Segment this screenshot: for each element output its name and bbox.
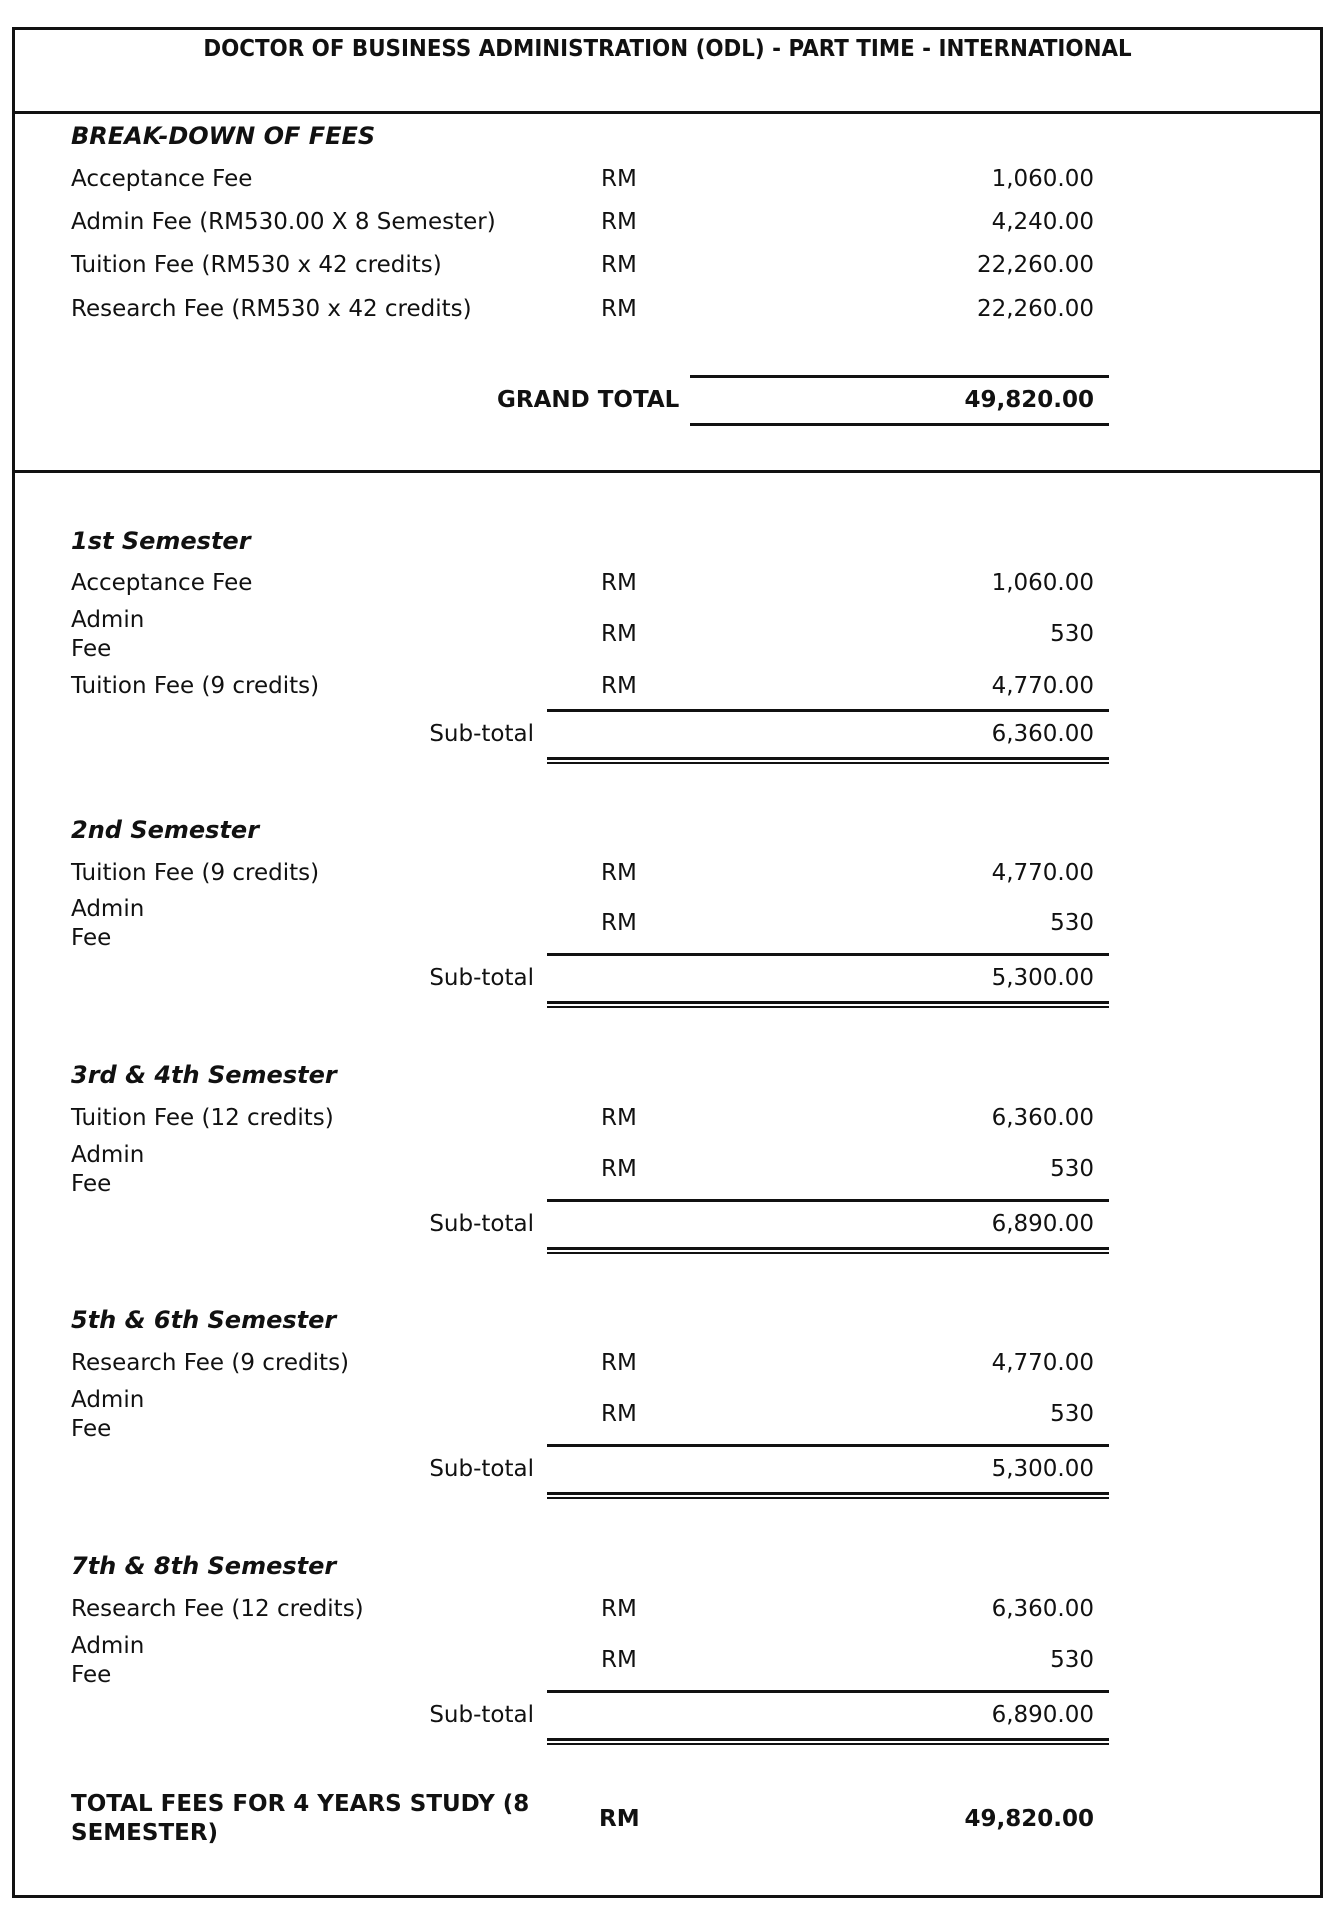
- grand-total-top-rule: [690, 375, 1109, 378]
- fee-amount: 4,240.00: [991, 209, 1094, 235]
- currency: RM: [601, 1156, 637, 1182]
- grand-total-amount: 49,820.00: [964, 387, 1094, 413]
- subtotal-double-rule: [547, 757, 1109, 764]
- fee-label: Admin Fee (RM530.00 X 8 Semester): [71, 209, 496, 235]
- subtotal-label: Sub-total: [429, 1456, 534, 1482]
- fee-label: Research Fee (12 credits): [71, 1596, 364, 1622]
- fee-amount: 22,260.00: [976, 296, 1094, 322]
- subtotal-top-rule: [547, 1690, 1109, 1693]
- fee-amount: 530: [1050, 621, 1094, 647]
- fee-amount: 4,770.00: [991, 1350, 1094, 1376]
- subtotal-label: Sub-total: [429, 1211, 534, 1237]
- semester-heading: 5th & 6th Semester: [71, 1306, 337, 1334]
- currency: RM: [601, 621, 637, 647]
- currency: RM: [601, 1350, 637, 1376]
- fee-label: Acceptance Fee: [71, 570, 253, 596]
- subtotal-amount: 5,300.00: [991, 965, 1094, 991]
- fee-label: Admin Fee: [71, 607, 145, 662]
- subtotal-double-rule: [547, 1247, 1109, 1254]
- fee-amount: 22,260.00: [976, 252, 1094, 278]
- fee-amount: 1,060.00: [991, 570, 1094, 596]
- fee-label: Tuition Fee (9 credits): [71, 673, 320, 699]
- fee-label: Tuition Fee (9 credits): [71, 860, 320, 886]
- document-title: DOCTOR OF BUSINESS ADMINISTRATION (ODL) - PART TIME - INTERNATIONAL: [203, 36, 1132, 62]
- total-currency: RM: [599, 1806, 640, 1832]
- fee-label: Admin Fee: [71, 1633, 145, 1688]
- currency: RM: [601, 166, 637, 192]
- currency: RM: [601, 860, 637, 886]
- subtotal-double-rule: [547, 1738, 1109, 1745]
- semester-heading: 1st Semester: [71, 527, 251, 555]
- subtotal-top-rule: [547, 1444, 1109, 1447]
- fee-label: Tuition Fee (12 credits): [71, 1105, 334, 1131]
- fee-amount: 530: [1050, 1647, 1094, 1673]
- subtotal-label: Sub-total: [429, 721, 534, 747]
- fee-label: Research Fee (9 credits): [71, 1350, 350, 1376]
- subtotal-amount: 5,300.00: [991, 1456, 1094, 1482]
- currency: RM: [601, 296, 637, 322]
- fee-label: Research Fee (RM530 x 42 credits): [71, 296, 472, 322]
- currency: RM: [601, 1401, 637, 1427]
- semester-heading: 7th & 8th Semester: [71, 1552, 337, 1580]
- currency: RM: [601, 673, 637, 699]
- subtotal-label: Sub-total: [429, 1702, 534, 1728]
- subtotal-double-rule: [547, 1001, 1109, 1008]
- total-fees-amount: 49,820.00: [964, 1806, 1094, 1832]
- subtotal-amount: 6,890.00: [991, 1211, 1094, 1237]
- subtotal-double-rule: [547, 1492, 1109, 1499]
- header-divider: [12, 111, 1323, 114]
- fee-amount: 4,770.00: [991, 860, 1094, 886]
- currency: RM: [601, 910, 637, 936]
- currency: RM: [601, 570, 637, 596]
- grand-total-bottom-rule: [690, 423, 1109, 426]
- semester-heading: 2nd Semester: [71, 816, 260, 844]
- fee-amount: 6,360.00: [991, 1105, 1094, 1131]
- subtotal-top-rule: [547, 1199, 1109, 1202]
- total-fees-label: TOTAL FEES FOR 4 YEARS STUDY (8 SEMESTER): [71, 1791, 530, 1846]
- grand-total-label: GRAND TOTAL: [497, 387, 680, 413]
- subtotal-label: Sub-total: [429, 965, 534, 991]
- fee-amount: 530: [1050, 910, 1094, 936]
- fee-amount: 6,360.00: [991, 1596, 1094, 1622]
- subtotal-top-rule: [547, 953, 1109, 956]
- fee-amount: 530: [1050, 1401, 1094, 1427]
- subtotal-amount: 6,360.00: [991, 721, 1094, 747]
- fee-label: Acceptance Fee: [71, 166, 253, 192]
- fee-amount: 4,770.00: [991, 673, 1094, 699]
- currency: RM: [601, 209, 637, 235]
- currency: RM: [601, 252, 637, 278]
- fee-label: Admin Fee: [71, 896, 145, 951]
- currency: RM: [601, 1596, 637, 1622]
- subtotal-top-rule: [547, 709, 1109, 712]
- breakdown-heading: BREAK-DOWN OF FEES: [71, 122, 376, 150]
- fee-amount: 530: [1050, 1156, 1094, 1182]
- currency: RM: [601, 1105, 637, 1131]
- fee-label: Admin Fee: [71, 1387, 145, 1442]
- subtotal-amount: 6,890.00: [991, 1702, 1094, 1728]
- section-divider: [12, 470, 1323, 473]
- fee-label: Admin Fee: [71, 1142, 145, 1197]
- fee-label: Tuition Fee (RM530 x 42 credits): [71, 252, 442, 278]
- semester-heading: 3rd & 4th Semester: [71, 1061, 337, 1089]
- currency: RM: [601, 1647, 637, 1673]
- fee-amount: 1,060.00: [991, 166, 1094, 192]
